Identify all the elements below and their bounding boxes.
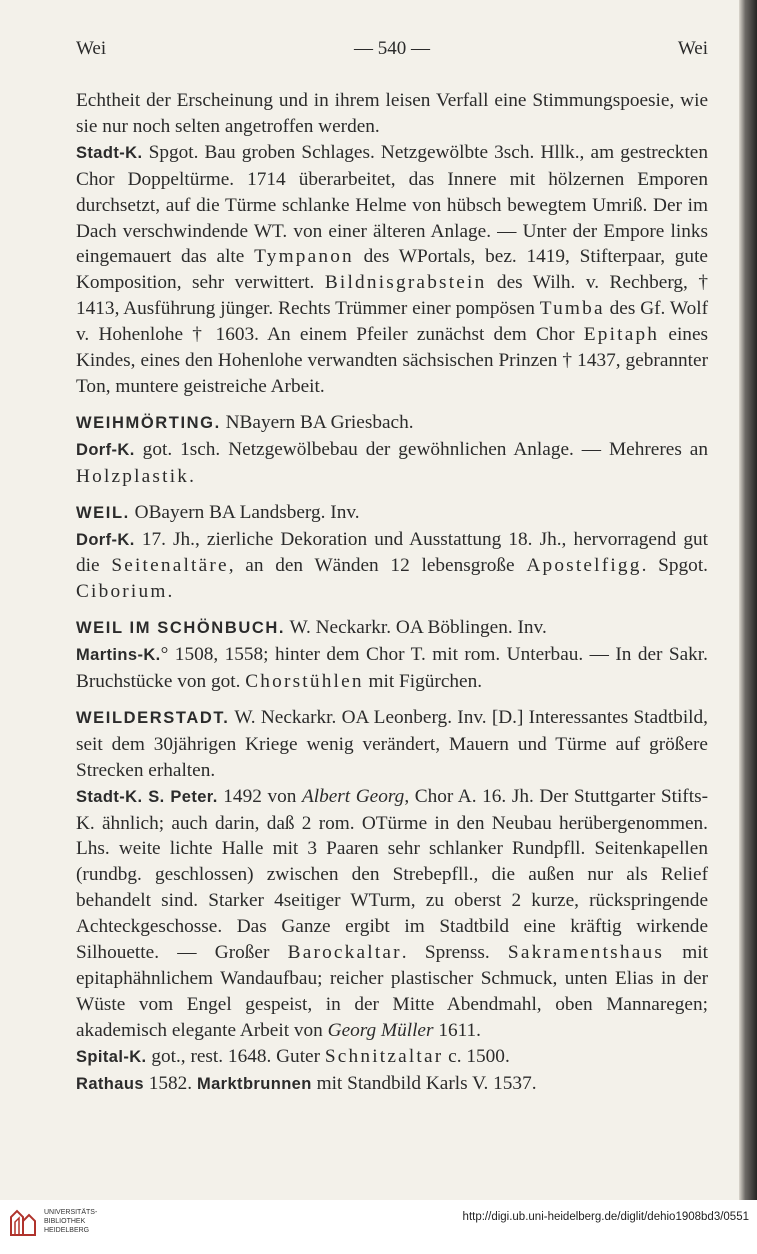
artist-name: Albert Georg — [301, 785, 405, 807]
paragraph-text: got. 1sch. Netzgewölbebau der gewöhnlichen Anlage. — Mehreres an — [134, 438, 708, 460]
permalink-url[interactable]: http://digi.ub.uni-heidelberg.de/diglit/dehio1908bd3/0551 — [462, 1211, 749, 1223]
spaced-term: Seitenaltäre — [111, 555, 229, 577]
paragraph-text: 1611. — [433, 1019, 481, 1041]
place-heading-weil — [76, 500, 708, 527]
library-name-line: UNIVERSITÄTS- — [44, 1209, 98, 1216]
spaced-term: Ciborium — [76, 581, 168, 603]
entry-label: Marktbrunnen — [196, 1074, 312, 1093]
spaced-term: Sakramentshaus — [507, 942, 665, 964]
place-heading-weihmoerting — [76, 410, 708, 437]
spaced-term: Tumba — [539, 298, 605, 320]
spaced-term: Chorstühlen — [245, 671, 364, 693]
place-heading-weilderstadt — [76, 705, 708, 784]
paragraph-text: ° 1508, 1558; hinter dem Chor T. mit rom. Unterbau. — In der Sakr. Bruchstücke von got. — [76, 644, 708, 693]
place-heading-weil-im-schoenbuch — [76, 615, 708, 642]
paragraph-dorfkirche-weil — [76, 527, 708, 606]
place-name: WEIL. — [76, 503, 130, 522]
paragraph-dorfkirche-weihmoerting — [76, 437, 708, 490]
entry-label: Stadt-K. — [76, 143, 143, 162]
spaced-term: Apostelfigg — [526, 555, 642, 577]
page-number: — 540 — — [354, 38, 430, 59]
place-info: W. Neckarkr. OA Leonberg. Inv. [D.] Interessantes Stadtbild, seit dem 30jährigen Kriege wenig verändert, Mauern und Türme auf größere Strecken erhalten. — [76, 706, 708, 781]
spaced-term: Holzplastik — [76, 465, 190, 487]
header-right-keyword: Wei — [677, 38, 708, 59]
running-header — [76, 38, 708, 66]
entry-label: Rathaus — [76, 1074, 144, 1093]
entry-label: Stadt-K. S. Peter. — [76, 787, 218, 806]
paragraph-text: eines Kindes, eines den Hohenlohe verwandten sächsischen Prinzen † 1437, gebrannter Ton, muntere geistreiche Arbeit. — [76, 324, 709, 397]
paragraph-spitalkirche — [76, 1044, 708, 1071]
spaced-term: Bildnisgrabstein — [324, 272, 487, 294]
paragraph-text: 17. Jh., zierliche Dekoration und Ausstattung 18. Jh., hervorragend gut die — [76, 528, 708, 577]
spaced-term: Tympanon — [254, 246, 354, 268]
place-name: WEIL IM SCHÖNBUCH. — [76, 619, 286, 638]
paragraph-stadtkirche-st-peter — [76, 784, 708, 1044]
entry-label: Martins-K. — [76, 646, 161, 665]
paragraph-text: . — [189, 465, 194, 487]
heidelberg-library-logo-icon[interactable] — [8, 1208, 38, 1238]
place-name: WEILDERSTADT. — [76, 708, 230, 727]
place-info: OBayern BA Landsberg. Inv. — [129, 501, 360, 523]
paragraph-text: des WPortals, bez. 1419, Stifterpaar, gute Komposition, sehr verwittert. — [76, 246, 708, 294]
paragraph-text: . — [167, 581, 173, 603]
paragraph-text: mit epitaphähnlichem Wandaufbau; reicher plastischer Schmuck, unten Elias in der Wüste vom Engel gespeist, in der Mitte Abendmahl, oben Mannaregen; akademisch elegante Arbeit von — [76, 942, 708, 1041]
paragraph-stadtkirche — [76, 140, 708, 400]
spaced-term: Epitaph — [583, 324, 660, 346]
paragraph-text: Spgot. Bau groben Schlages. Netzgewölbte 3sch. Hllk., am gestreckten Chor Doppeltürme. 1714 überarbeitet, das Innere mit hölzernen Emporen durchsetzt, auf die Türme schlanke Helme von hübsch bewegtem Umriß. Der im Dach verschwindende WT. von einer älteren Anlage. — Unter der Empore links eingemauert das alte — [76, 141, 708, 268]
paragraph-text: 1492 von — [217, 785, 302, 807]
paragraph-martinskirche — [76, 642, 708, 695]
paragraph-text: des Wilh. v. Rechberg, † 1413, Ausführung jünger. Rechts Trümmer einer pompösen — [76, 272, 708, 320]
paragraph-intro: Echtheit der Erscheinung und in ihrem leisen Verfall eine Stimmungspoesie, wie sie nur noch selten angetroffen werden. — [76, 90, 708, 137]
paragraph-text: mit Figürchen. — [363, 671, 483, 693]
entry-text — [76, 88, 708, 1098]
paragraph-text: 1582. — [143, 1072, 197, 1094]
artist-name: Georg Müller — [327, 1019, 434, 1041]
digitization-footer — [0, 1200, 757, 1254]
paragraph-text: des Gf. Wolf v. Hohenlohe † 1603. An einem Pfeiler zunächst dem Chor — [76, 298, 708, 346]
spaced-term: Barockaltar — [287, 942, 402, 964]
library-name — [44, 1208, 154, 1235]
paragraph-text: , an den Wänden 12 lebensgroße — [228, 555, 527, 577]
paragraph-text: got., rest. 1648. Guter — [146, 1045, 325, 1067]
place-name: WEIHMÖRTING. — [76, 413, 221, 432]
paragraph-text: mit Standbild Karls V. 1537. — [311, 1072, 537, 1094]
paragraph-text: , Chor A. 16. Jh. Der Stuttgarter Stifts-K. ähnlich; auch darin, daß 2 rom. OTürme in den Neubau herübergenommen. Lhs. weite lichte Halle mit 3 Paaren sehr schlanker Rundpfll. Seitenkapellen (rundbg. geschlossen) zwischen den Strebepfll., die außen nur als Relief behandelt sind. Starker 4seitiger WTurm, zu oberst 2 kurze, rückspringende Achteckgeschosse. Das Ganze ergibt im Stadtbild eine kräftig wirkende Silhouette. — Großer — [76, 785, 709, 964]
library-name-line: HEIDELBERG — [44, 1227, 90, 1234]
page-binding-edge — [739, 0, 757, 1200]
spaced-term: Schnitzaltar — [324, 1045, 444, 1067]
place-info: W. Neckarkr. OA Böblingen. Inv. — [285, 617, 547, 639]
entry-label: Dorf-K. — [76, 530, 135, 549]
paragraph-text: c. 1500. — [443, 1045, 510, 1067]
header-left-keyword: Wei — [76, 38, 107, 59]
entry-label: Dorf-K. — [76, 440, 135, 459]
paragraph-rathaus — [76, 1071, 708, 1098]
entry-label: Spital-K. — [76, 1047, 147, 1066]
paragraph-text: . Sprenss. — [401, 942, 508, 964]
library-name-line: BIBLIOTHEK — [44, 1218, 86, 1225]
place-info: NBayern BA Griesbach. — [220, 411, 414, 433]
paragraph-text: . Spgot. — [641, 555, 708, 577]
